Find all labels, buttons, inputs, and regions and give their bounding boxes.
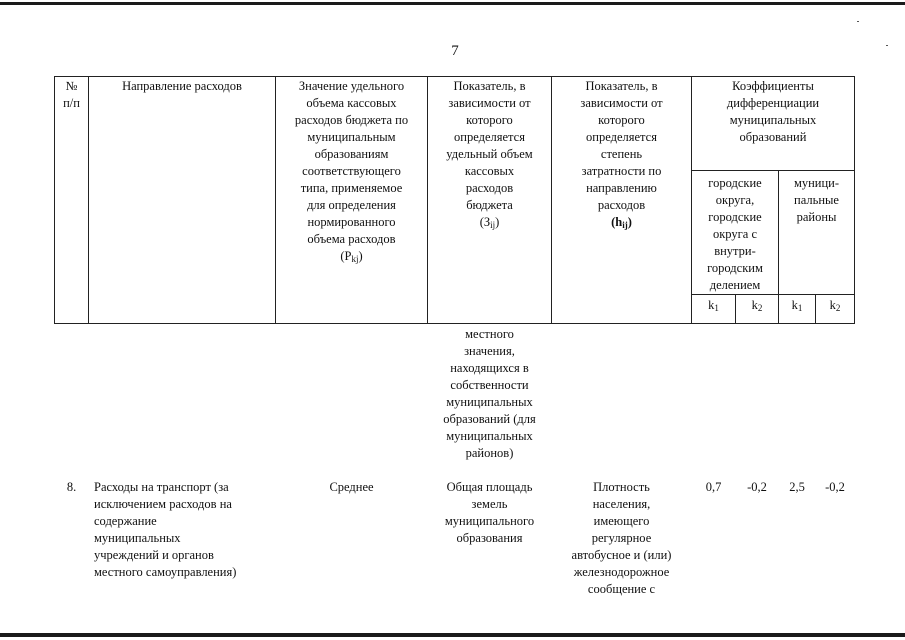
header-municipal-k2: $k_2$ [829, 298, 841, 313]
header-coef-cell: Коэффициенты дифференциации муниципальных образований [726, 79, 820, 144]
page-number: 7 [451, 43, 459, 59]
row8-number: 8. [66, 480, 77, 494]
header-municipal-k1: $k_1$ [791, 298, 803, 313]
header-cost-cell: Показатель, в зависимости от которого определяется степень затратности по направлению расходов $(h_{ij})$ [552, 78, 691, 231]
header-urban-k2: $k_2$ [751, 298, 763, 313]
cost-symbol: $(h_{ij})$ [611, 215, 632, 230]
row8-direction: Расходы на транспорт (за исключением расходов на содержание муниципальных учреждений и органов местного самоуправления) [94, 480, 237, 579]
header-urban-k1: $k_1$ [708, 298, 719, 313]
indicator-symbol: $(З_{ij})$ [479, 215, 500, 230]
header-municipal-cell: муници- пальные районы [793, 176, 840, 224]
header-indicator-cell: Показатель, в зависимости от которого определяется удельный объем кассовых расходов бюджета $(З_{ij})$ [428, 78, 551, 231]
row8-cost: Плотность населения, имеющего регулярное автобусное и (или) железнодорожное сообщение с [571, 480, 672, 596]
scan-speck [886, 45, 888, 46]
header-direction-cell: Направление расходов [122, 79, 242, 93]
row8-urban-k2: -0,2 [747, 480, 767, 494]
row8-mun-k1: 2,5 [789, 480, 805, 494]
continuation-indicator-cell: местного значения, находящихся в собственности муниципальных образований (для муниципальных районов) [443, 327, 536, 460]
header-number-cell: № п/п [63, 79, 80, 110]
row8-mun-k2: -0,2 [825, 480, 845, 494]
scan-speck [857, 21, 859, 22]
top-page-rule [0, 2, 905, 5]
row8-value: Среднее [329, 480, 374, 494]
header-value-cell: Значение удельного объема кассовых расходов бюджета по муниципальным образованиям соответствующего типа, применяемое для определения нормированного объема расходов $(P_{kj})$ [276, 78, 427, 265]
bottom-page-rule [0, 633, 905, 637]
row8-indicator: Общая площадь земель муниципального образования [444, 480, 535, 545]
header-urban-cell: городские округа, городские округа с внутри- городским делением [707, 176, 763, 292]
row8-urban-k1: 0,7 [705, 480, 722, 494]
value-symbol: $(P_{kj})$ [340, 249, 363, 264]
